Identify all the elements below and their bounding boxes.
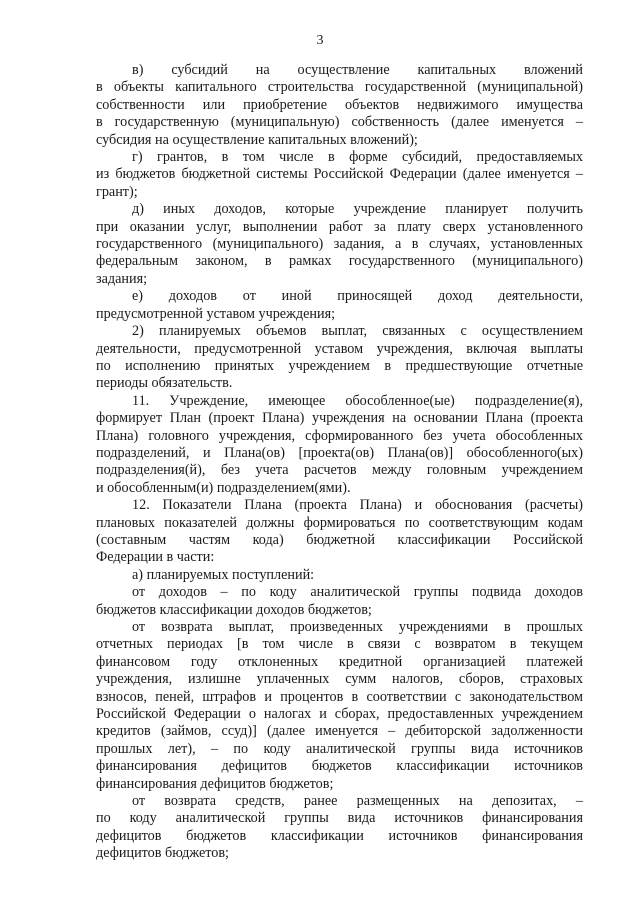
text-line: кредитов (займов, ссуд)] (далее именуется – дебиторской задолженности — [96, 723, 583, 740]
text-line: финансирования дефицитов бюджетов классификации источников — [96, 758, 583, 775]
text-line: е) доходов от иной приносящей доход деятельности, — [132, 288, 583, 305]
text-line: подразделений, и Плана(ов) [проекта(ов) Плана(ов)] обособленного(ых) — [96, 444, 583, 461]
text-line: предусмотренной уставом учреждения; — [96, 305, 336, 322]
text-line: формирует План (проект Плана) учреждения на основании Плана (проекта — [96, 410, 583, 427]
page-number: 3 — [316, 33, 324, 48]
text-line: деятельности, предусмотренной уставом учреждения, включая выплаты — [96, 340, 583, 357]
paragraph — [96, 393, 583, 497]
paragraph — [96, 584, 583, 619]
text-line: по исполнению принятых учреждением в предшествующие отчетные — [96, 357, 583, 374]
text-line: г) грантов, в том числе в форме субсидий, предоставляемых — [132, 149, 583, 166]
text-line: грант); — [96, 183, 138, 200]
text-line: а) планируемых поступлений: — [132, 566, 315, 583]
text-line: подразделения(й), без учета расчетов между головным учреждением — [96, 462, 583, 479]
text-line: 2) планируемых объемов выплат, связанных с осуществлением — [132, 323, 583, 340]
text-line: в государственную (муниципальную) собственность (далее именуется – — [96, 114, 583, 131]
paragraph — [96, 323, 583, 393]
paragraph — [96, 619, 583, 793]
text-line: и обособленным(и) подразделением(ями). — [96, 479, 351, 496]
text-line: при оказании услуг, выполнении работ за плату сверх установленного — [96, 218, 583, 235]
text-line: периоды обязательств. — [96, 375, 233, 392]
text-line: д) иных доходов, которые учреждение планирует получить — [132, 201, 583, 218]
text-line: отчетных периодах [в том числе в связи с возвратом в текущем — [96, 636, 583, 653]
text-line: по коду аналитической группы вида источников финансирования — [96, 810, 583, 827]
text-line: государственного (муниципального) задания, а в случаях, установленных — [96, 236, 583, 253]
paragraph — [96, 567, 583, 584]
text-line: взносов, пеней, штрафов и процентов в соответствии с законодательством — [96, 688, 583, 705]
text-line: Плана) головного учреждения, сформированного без учета обособленных — [96, 427, 583, 444]
text-line: бюджетов классификации доходов бюджетов; — [96, 601, 372, 618]
document-body — [96, 62, 583, 863]
paragraph — [96, 201, 583, 288]
text-line: от доходов – по коду аналитической группы подвида доходов — [132, 584, 583, 601]
text-line: дефицитов бюджетов; — [96, 845, 229, 862]
text-line: в) субсидий на осуществление капитальных вложений — [132, 62, 583, 78]
text-line: от возврата выплат, произведенных учреждениями в прошлых — [132, 619, 583, 635]
paragraph — [96, 62, 583, 149]
text-line: от возврата средств, ранее размещенных на депозитах, – — [132, 793, 583, 810]
text-line: в объекты капитального строительства государственной (муниципальной) — [96, 79, 583, 96]
text-line: учреждения, излишне уплаченных сумм налогов, сборов, страховых — [96, 671, 583, 688]
text-line: субсидия на осуществление капитальных вложений); — [96, 131, 418, 148]
text-line: финансирования дефицитов бюджетов; — [96, 775, 334, 792]
text-line: плановых показателей должны формироваться по соответствующим кодам — [96, 514, 583, 531]
text-line: федеральным законом, в рамках государственного (муниципального) — [96, 253, 583, 270]
paragraph — [96, 497, 583, 567]
text-line: собственности или приобретение объектов недвижимого имущества — [96, 96, 583, 113]
text-line: Федерации в части: — [96, 549, 215, 566]
text-line: финансовом году отклоненных кредитной организацией платежей — [96, 653, 583, 670]
paragraph — [96, 793, 583, 863]
text-line: задания; — [96, 270, 148, 287]
text-line: (составным частям кода) бюджетной классификации Российской — [96, 531, 583, 548]
text-line: дефицитов бюджетов классификации источников финансирования — [96, 827, 583, 844]
text-line: 11. Учреждение, имеющее обособленное(ые) подразделение(я), — [132, 392, 583, 409]
text-line: прошлых лет), – по коду аналитической группы вида источников — [96, 740, 583, 757]
text-line: Российской Федерации о налогах и сборах, предоставленных учреждением — [96, 706, 583, 723]
text-line: из бюджетов бюджетной системы Российской Федерации (далее именуется – — [96, 166, 583, 183]
paragraph — [96, 149, 583, 201]
text-line: 12. Показатели Плана (проекта Плана) и обоснования (расчеты) — [132, 497, 583, 514]
paragraph — [96, 288, 583, 323]
